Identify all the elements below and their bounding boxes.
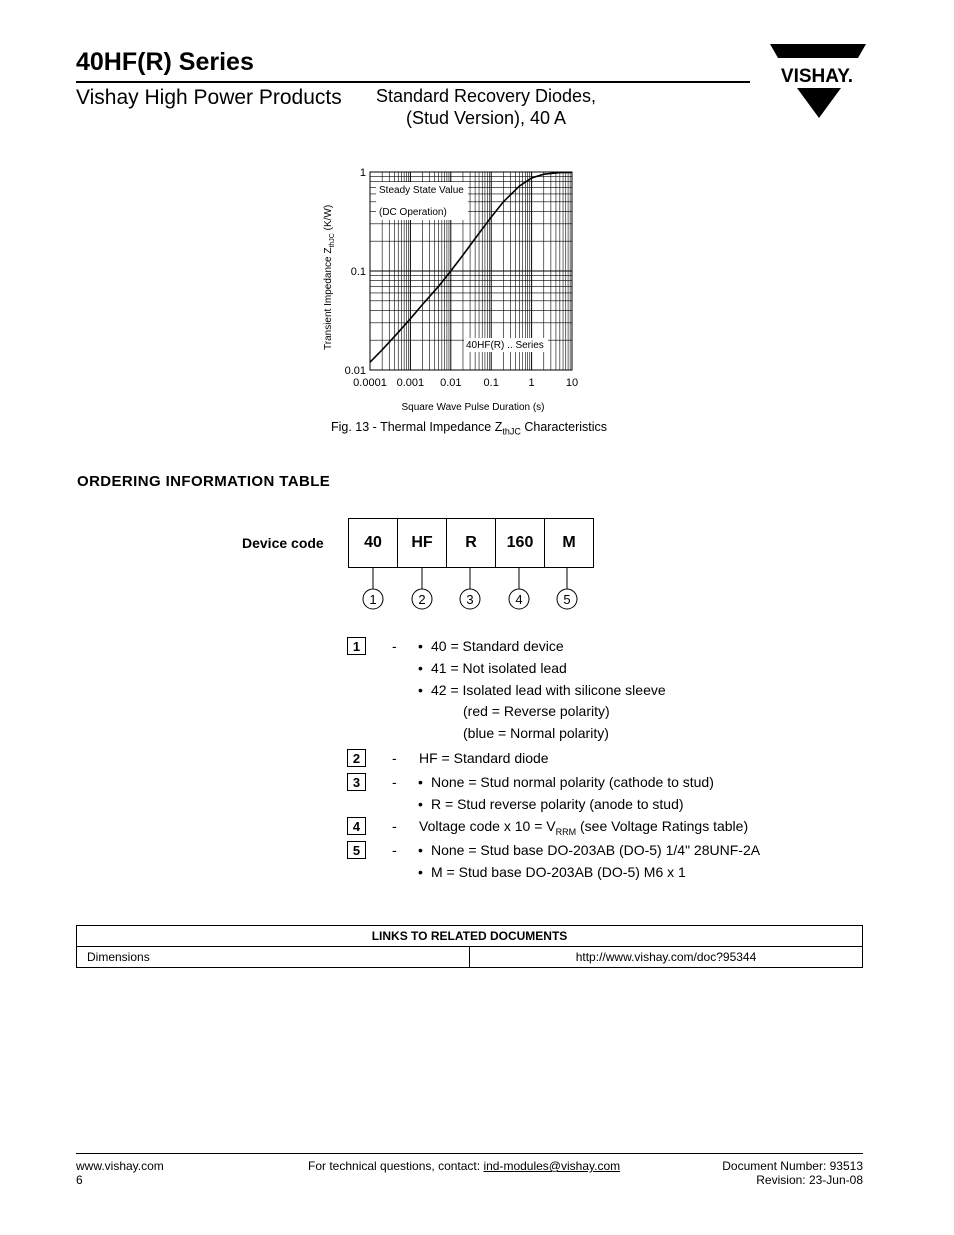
key-box-4: 4: [347, 817, 366, 835]
key-3-line-2: R = Stud reverse polarity (anode to stud): [431, 796, 684, 812]
description-line-2: (Stud Version), 40 A: [405, 108, 567, 128]
thermal-impedance-chart: [318, 160, 618, 422]
key-3-bullet-1: •: [418, 774, 423, 790]
x-tick-label: 0.0001: [353, 377, 387, 389]
device-code-boxes: [348, 518, 594, 568]
y-axis-label: [323, 205, 336, 350]
key-1-line-3: 42 = Isolated lead with silicone sleeve: [431, 682, 666, 698]
circle-number-3: 3: [466, 592, 474, 607]
x-axis-label: Square Wave Pulse Duration (s): [401, 402, 545, 413]
x-tick-label: 1: [528, 377, 535, 389]
key-box-1: 1: [347, 637, 366, 655]
y-tick-label: 1: [359, 167, 366, 179]
doc-name-cell: Dimensions: [77, 947, 470, 968]
doc-url-link[interactable]: http://www.vishay.com/doc?95344: [470, 947, 863, 968]
code-callouts: [348, 567, 592, 613]
callout-3: [460, 567, 480, 609]
circle-number-2: 2: [418, 592, 426, 607]
caption-main: Fig. 13 - Thermal Impedance Z: [331, 420, 503, 434]
x-tick-label: 0.01: [440, 377, 462, 389]
y-axis-label-subscript: thJC: [329, 233, 336, 248]
key-1-bullet-3: •: [418, 682, 423, 698]
table-header-row: [77, 926, 863, 947]
circle-number-1: 1: [369, 592, 377, 607]
key-4-tail: (see Voltage Ratings table): [576, 818, 749, 834]
table-row: [77, 947, 863, 968]
key-dash-5: -: [392, 842, 397, 858]
key-3-bullet-2: •: [418, 796, 423, 812]
footer-contact: [308, 1159, 620, 1173]
y-tick-label: 0.01: [344, 365, 366, 377]
key-4-text: Voltage code x 10 = V: [419, 818, 556, 834]
code-box-1: 40: [349, 519, 398, 567]
code-box-5: M: [562, 534, 576, 551]
key-5-line-2: M = Stud base DO-203AB (DO-5) M6 x 1: [431, 864, 686, 880]
x-tick-label: 0.1: [483, 377, 499, 389]
key-dash-3: -: [392, 774, 397, 790]
header-rule: [76, 81, 750, 83]
logo-top-bar: [770, 44, 866, 58]
callout-1: [363, 567, 383, 609]
key-box-2: 2: [347, 749, 366, 767]
product-description: [358, 85, 614, 129]
key-1-bullet-1: •: [418, 638, 423, 654]
code-box-4: 160: [496, 519, 545, 567]
key-1-line-1: 40 = Standard device: [431, 638, 564, 654]
footer-contact-email[interactable]: ind-modules@vishay.com: [483, 1159, 621, 1173]
key-1-bullet-2: •: [418, 660, 423, 676]
key-1-line-2: 41 = Not isolated lead: [431, 660, 567, 676]
footer-rule: [76, 1153, 863, 1154]
footer-page-number: 6: [76, 1173, 83, 1187]
key-2-line-1: HF = Standard diode: [419, 750, 549, 766]
key-1-line-4: (red = Reverse polarity): [463, 703, 610, 719]
footer-doc-number: Document Number: 93513: [722, 1159, 863, 1173]
x-tick-label: 0.001: [396, 377, 425, 389]
key-3-line-1: None = Stud normal polarity (cathode to stud): [431, 774, 714, 790]
y-axis-label-main: Transient Impedance Z: [323, 247, 334, 350]
key-dash-2: -: [392, 750, 397, 766]
logo-text: VISHAY.: [780, 66, 854, 87]
page-subtitle: Vishay High Power Products: [76, 86, 342, 109]
figure-caption: [331, 420, 607, 437]
key-box-5: 5: [347, 841, 366, 859]
footer-revision: Revision: 23-Jun-08: [756, 1173, 863, 1187]
description-line-1: Standard Recovery Diodes,: [375, 86, 597, 106]
key-box-3: 3: [347, 773, 366, 791]
key-dash-1: -: [392, 638, 397, 654]
callout-4: [509, 567, 529, 609]
caption-subscript: thJC: [502, 426, 521, 437]
related-documents-table: [76, 925, 863, 968]
circle-number-4: 4: [515, 592, 523, 607]
page-title: 40HF(R) Series: [76, 48, 254, 76]
annotation-steady-state: Steady State Value: [379, 185, 464, 196]
code-box-2: HF: [398, 519, 447, 567]
x-tick-label: 10: [565, 377, 579, 389]
key-4-subscript: RRM: [555, 826, 577, 837]
key-dash-4: -: [392, 818, 397, 834]
callout-5: [557, 567, 577, 609]
device-code-label: Device code: [242, 535, 324, 551]
caption-tail: Characteristics: [520, 420, 608, 434]
footer-website[interactable]: www.vishay.com: [76, 1159, 164, 1173]
key-5-bullet-1: •: [418, 842, 423, 858]
annotation-dc-operation: (DC Operation): [379, 207, 447, 218]
annotation-series-name: 40HF(R) .. Series: [466, 340, 544, 351]
table-header: LINKS TO RELATED DOCUMENTS: [77, 926, 863, 947]
key-5-bullet-2: •: [418, 864, 423, 880]
vishay-logo: [770, 44, 866, 122]
y-tick-label: 0.1: [350, 266, 366, 278]
key-5-line-1: None = Stud base DO-203AB (DO-5) 1/4" 28UNF-2A: [431, 842, 761, 858]
logo-triangle: [797, 88, 841, 118]
callout-2: [412, 567, 432, 609]
footer-contact-text: For technical questions, contact:: [308, 1159, 484, 1173]
code-box-3: R: [447, 519, 496, 567]
key-1-line-5: (blue = Normal polarity): [463, 725, 609, 741]
section-title-ordering: ORDERING INFORMATION TABLE: [77, 473, 331, 490]
circle-number-5: 5: [563, 592, 571, 607]
key-4-line-1: [419, 818, 748, 837]
y-axis-label-unit: (K/W): [323, 204, 334, 234]
